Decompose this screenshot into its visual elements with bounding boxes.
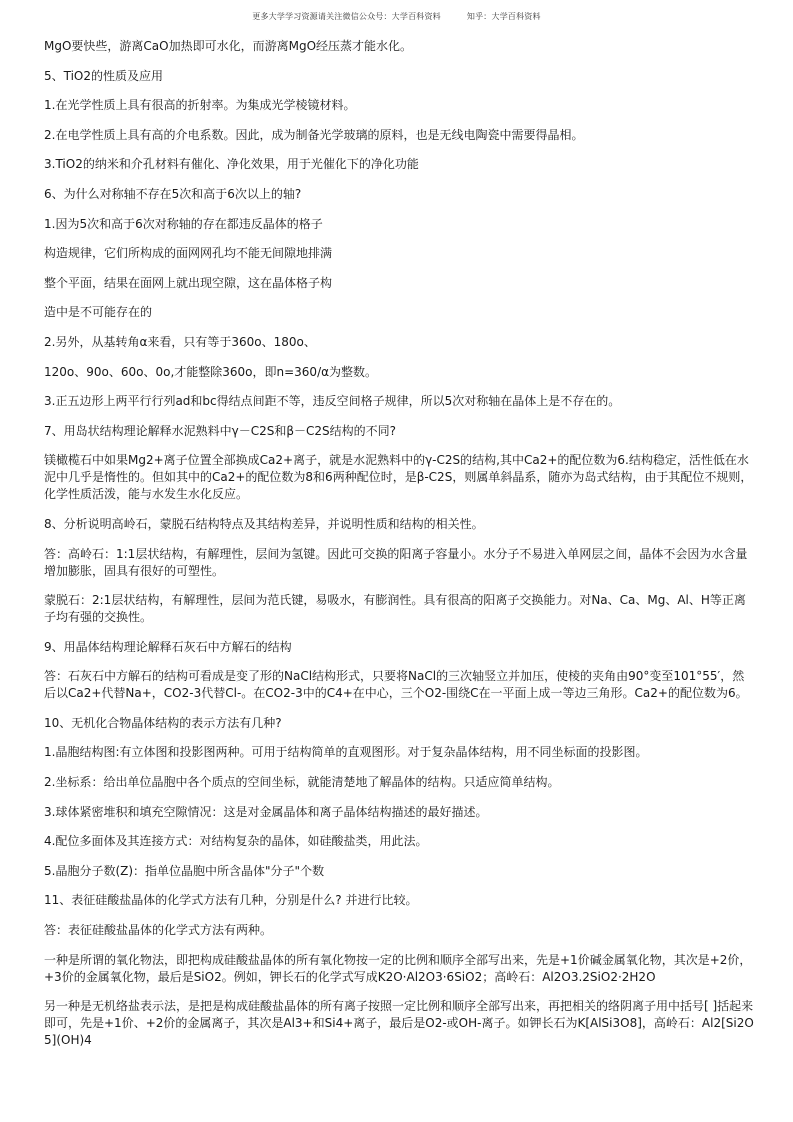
paragraph: 4.配位多面体及其连接方式：对结构复杂的晶体，如硅酸盐类，用此法。 — [44, 834, 428, 849]
paragraph: 3.球体紧密堆积和填充空隙情况：这是对金属晶体和离子晶体结构描述的最好描述。 — [44, 804, 488, 819]
paragraph: 答：高岭石：1:1层状结构，有解理性，层间为氢键。因此可交换的阳离子容量小。水分子不易进入单网层之间，晶体不会因为水含量增加膨胀，固具有很好的可塑性。 — [44, 546, 748, 578]
paragraph: 2.坐标系：给出单位晶胞中各个质点的空间坐标，就能清楚地了解晶体的结构。只适应简单结构。 — [44, 775, 560, 790]
paragraph: 120o、90o、60o、0o,才能整除360o，即n=360/α为整数。 — [44, 364, 378, 379]
section-heading: 9、用晶体结构理论解释石灰石中方解石的结构 — [44, 639, 292, 654]
paragraph: 镁橄榄石中如果Mg2+离子位置全部换成Ca2+离子，就是水泥熟料中的γ-C2S的结构,其中Ca2+的配位数为6.结构稳定，活性低在水泥中几乎是惰性的。但如其中的Ca2+的配位数为8和6两种配位时，是β-C2S，则属单斜晶系，随亦为岛式结构，由于其配位不规则，化学性质活泼，能与水发生水化反应。 — [44, 453, 753, 502]
paragraph: 5.晶胞分子数(Z)：指单位晶胞中所含晶体"分子"个数 — [44, 863, 325, 878]
section-heading: 11、表征硅酸盐晶体的化学式方法有几种，分别是什么? 并进行比较。 — [44, 893, 418, 908]
paragraph: 造中是不可能存在的 — [44, 305, 153, 320]
section-heading: 5、TiO2的性质及应用 — [44, 68, 164, 83]
paragraph: 1.晶胞结构图:有立体图和投影图两种。可用于结构简单的直观图形。对于复杂晶体结构，用不同坐标面的投影图。 — [44, 745, 648, 760]
header-zhihu-note: 知乎：大学百科资料 — [466, 12, 541, 21]
paragraph: 另一种是无机络盐表示法，是把是构成硅酸盐晶体的所有离子按照一定比例和顺序全部写出来，再把相关的络阴离子用中括号[ ]括起来即可，先是+1价、+2价的金属离子，其次是Al3+和Si4+离子，最后是O2-或OH-离子。如钾长石为K[AlSi3O8]，高岭石：Al2[Si2O5](OH)4 — [44, 999, 754, 1048]
header-wechat-note: 更多大学学习资源请关注微信公众号：大学百科资料 — [252, 12, 441, 21]
paragraph: 1.在光学性质上具有很高的折射率。为集成光学棱镜材料。 — [44, 98, 356, 113]
paragraph: 答：石灰石中方解石的结构可看成是变了形的NaCl结构形式，只要将NaCl的三次轴竖立并加压，使棱的夹角由90°变至101°55′，然后以Ca2+代替Na+，CO2-3代替Cl-。在CO2-3中的C4+在中心，三个O2-围绕C在一平面上成一等边三角形。Ca2+的配位数为6。 — [44, 669, 748, 701]
paragraph: 2.另外，从基转角α来看，只有等于360o、180o、 — [44, 334, 316, 349]
section-heading: 10、无机化合物晶体结构的表示方法有几种? — [44, 715, 282, 730]
paragraph: MgO要快些，游离CaO加热即可水化，而游离MgO经压蒸才能水化。 — [44, 39, 413, 53]
document-body — [44, 38, 756, 1062]
paragraph: 蒙脱石：2:1层状结构，有解理性，层间为范氏键，易吸水，有膨润性。具有很高的阳离子交换能力。对Na、Ca、Mg、Al、H等正离子均有强的交换性。 — [44, 593, 746, 625]
section-heading: 8、分析说明高岭石，蒙脱石结构特点及其结构差异，并说明性质和结构的相关性。 — [44, 516, 484, 531]
page-header — [0, 11, 793, 22]
section-heading: 6、为什么对称轴不存在5次和高于6次以上的轴? — [44, 186, 302, 201]
paragraph: 一种是所谓的氧化物法，即把构成硅酸盐晶体的所有氧化物按一定的比例和顺序全部写出来，先是+1价碱金属氧化物，其次是+2价，+3价的金属氧化物，最后是SiO2。例如，钾长石的化学式写成K2O·Al2O3·6SiO2；高岭石：Al2O3.2SiO2·2H2O — [44, 952, 752, 984]
paragraph: 答：表征硅酸盐晶体的化学式方法有两种。 — [44, 923, 273, 938]
paragraph: 3.正五边形上两平行行列ad和bc得结点间距不等，违反空间格子规律，所以5次对称轴在晶体上是不存在的。 — [44, 394, 621, 409]
paragraph: 1.因为5次和高于6次对称轴的存在都违反晶体的格子 — [44, 216, 323, 231]
paragraph: 整个平面，结果在面网上就出现空隙，这在晶体格子构 — [44, 275, 333, 290]
section-heading: 7、用岛状结构理论解释水泥熟料中γ－C2S和β－C2S结构的不同? — [44, 423, 397, 438]
paragraph: 3.TiO2的纳米和介孔材料有催化、净化效果，用于光催化下的净化功能 — [44, 157, 419, 172]
paragraph: 构造规律，它们所构成的面网网孔均不能无间隙地排满 — [44, 246, 333, 261]
paragraph: 2.在电学性质上具有高的介电系数。因此，成为制备光学玻璃的原料，也是无线电陶瓷中需要得晶相。 — [44, 127, 584, 142]
